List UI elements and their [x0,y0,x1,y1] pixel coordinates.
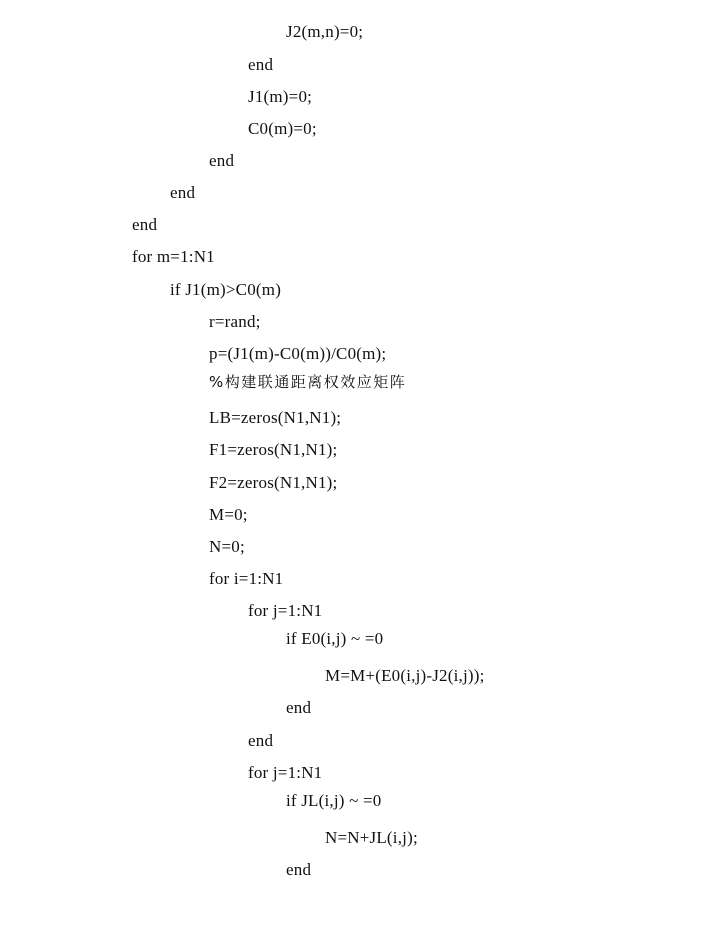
code-line-5: end [209,151,235,170]
code-line-19: for j=1:N1 [248,601,323,620]
code-line-20: if E0(i,j) ~ =0 [286,629,384,648]
code-line-22: end [286,698,312,717]
code-line-14: F1=zeros(N1,N1); [209,440,338,459]
code-line-2: end [248,55,274,74]
code-line-16: M=0; [209,505,248,524]
code-line-3: J1(m)=0; [248,87,313,106]
code-comment-line: %构建联通距离权效应矩阵 [209,373,407,391]
code-line-11: p=(J1(m)-C0(m))/C0(m); [209,344,387,363]
code-line-26: N=N+JL(i,j); [325,828,418,847]
code-line-21: M=M+(E0(i,j)-J2(i,j)); [325,666,485,685]
code-line-13: LB=zeros(N1,N1); [209,408,342,427]
code-line-18: for i=1:N1 [209,569,284,588]
code-line-25: if JL(i,j) ~ =0 [286,791,382,810]
code-line-23: end [248,731,274,750]
code-line-24: for j=1:N1 [248,763,323,782]
code-line-10: r=rand; [209,312,261,331]
code-line-4: C0(m)=0; [248,119,317,138]
code-line-17: N=0; [209,537,245,556]
code-line-1: J2(m,n)=0; [286,22,364,41]
code-line-15: F2=zeros(N1,N1); [209,473,338,492]
code-line-9: if J1(m)>C0(m) [170,280,282,299]
code-line-6: end [170,183,196,202]
code-line-27: end [286,860,312,879]
code-line-8: for m=1:N1 [132,247,215,266]
code-line-7: end [132,215,158,234]
